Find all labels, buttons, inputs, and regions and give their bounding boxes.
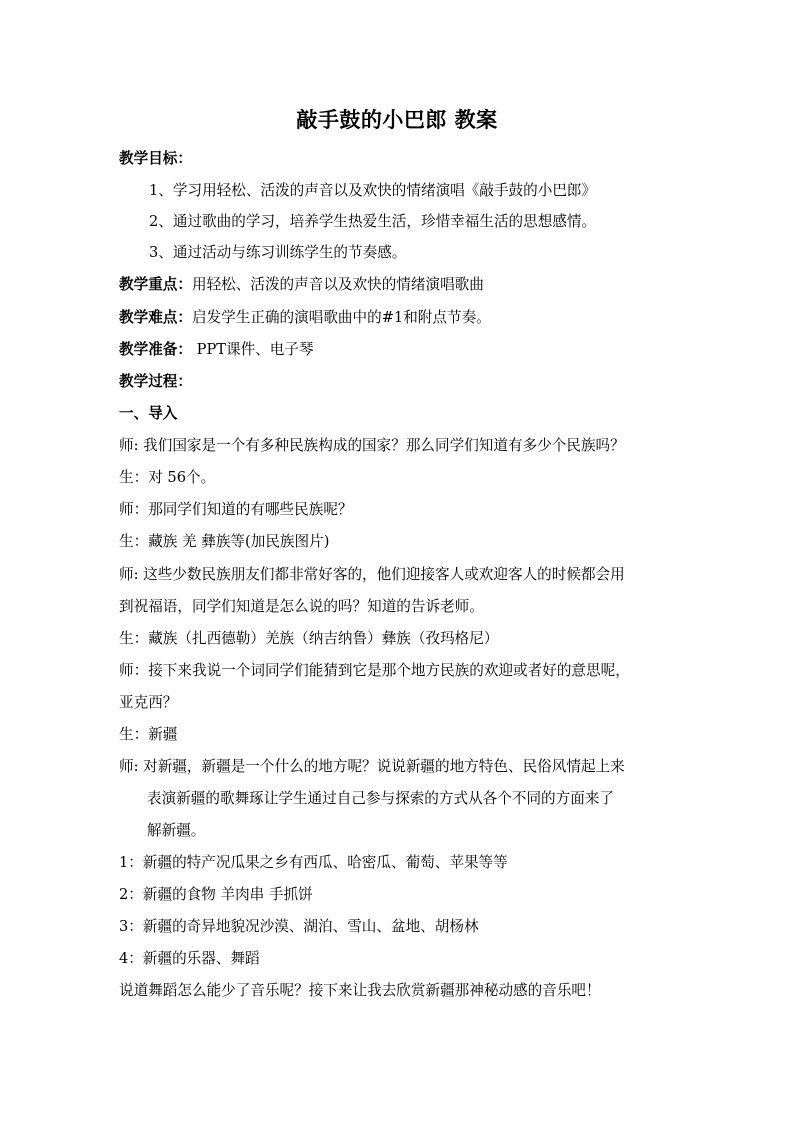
prep-label: 教学准备： [119, 341, 192, 358]
dialogue-line-7: 生：藏族（扎西德勒）羌族（纳吉纳鲁）彝族（孜玛格尼） [119, 630, 499, 647]
difficulty-label: 教学难点： [119, 309, 192, 326]
difficulty-text: 启发学生正确的演唱歌曲中的#1和附点节奏。 [191, 309, 491, 326]
dialogue-line-11: 师: 对新疆，新疆是一个什么的地方呢？说说新疆的地方特色、民俗风情起上来 [119, 758, 625, 775]
list-item-2: 2：新疆的食物 羊肉串 手抓饼 [119, 886, 313, 903]
key-point-text: 用轻松、活泼的声音以及欢快的情绪演唱歌曲 [191, 276, 484, 293]
dialogue-line-6: 到祝福语，同学们知道是怎么说的吗？知道的告诉老师。 [119, 598, 484, 615]
goal-item-3: 3、通过活动与练习训练学生的节奏感。 [149, 244, 407, 261]
difficulty-row [119, 308, 491, 328]
dialogue-line-10: 生：新疆 [119, 726, 178, 743]
dialogue-line-4: 生：藏族 羌 彝族等(加民族图片) [119, 533, 330, 550]
list-item-4: 4：新疆的乐器、舞蹈 [119, 950, 260, 967]
key-point-label: 教学重点： [119, 276, 192, 293]
list-item-3: 3：新疆的奇异地貌况沙漠、湖泊、雪山、盆地、胡杨林 [119, 918, 479, 935]
dialogue-line-8: 师：接下来我说一个词同学们能猜到它是那个地方民族的欢迎或者好的意思呢， [119, 662, 630, 679]
dialogue-line-3: 师：那同学们知道的有哪些民族呢？ [119, 501, 353, 518]
dialogue-line-9: 亚克西？ [119, 694, 178, 711]
dialogue-line-13: 解新疆。 [147, 822, 206, 839]
dialogue-line-1: 师: 我们国家是一个有多种民族构成的国家？那么同学们知道有多少个民族吗？ [119, 437, 625, 454]
list-item-1: 1：新疆的特产况瓜果之乡有西瓜、哈密瓜、葡萄、苹果等等 [119, 854, 508, 871]
prep-text: PPT课件、电子琴 [191, 341, 314, 358]
closing-line: 说道舞蹈怎么能少了音乐呢？接下来让我去欣赏新疆那神秘动感的音乐吧！ [119, 982, 601, 999]
process-heading: 教学过程： [119, 373, 192, 390]
dialogue-line-5: 师: 这些少数民族朋友们都非常好客的，他们迎接客人或欢迎客人的时候都会用 [119, 566, 625, 583]
goal-item-2: 2、通过歌曲的学习，培养学生热爱生活，珍惜幸福生活的思想感情。 [149, 213, 597, 230]
goals-heading: 教学目标： [119, 150, 192, 167]
dialogue-line-12: 表演新疆的歌舞琢让学生通过自己参与探索的方式从各个不同的方面来了 [147, 790, 615, 807]
goal-item-1: 1、学习用轻松、活泼的声音以及欢快的情绪演唱《敲手鼓的小巴郎》 [149, 182, 597, 199]
section1-heading: 一、导入 [119, 405, 178, 422]
document-title: 敲手鼓的小巴郎 教案 [296, 107, 498, 132]
dialogue-line-2: 生：对 56个。 [119, 469, 216, 486]
prep-row [119, 340, 314, 360]
key-point-row [119, 275, 484, 295]
